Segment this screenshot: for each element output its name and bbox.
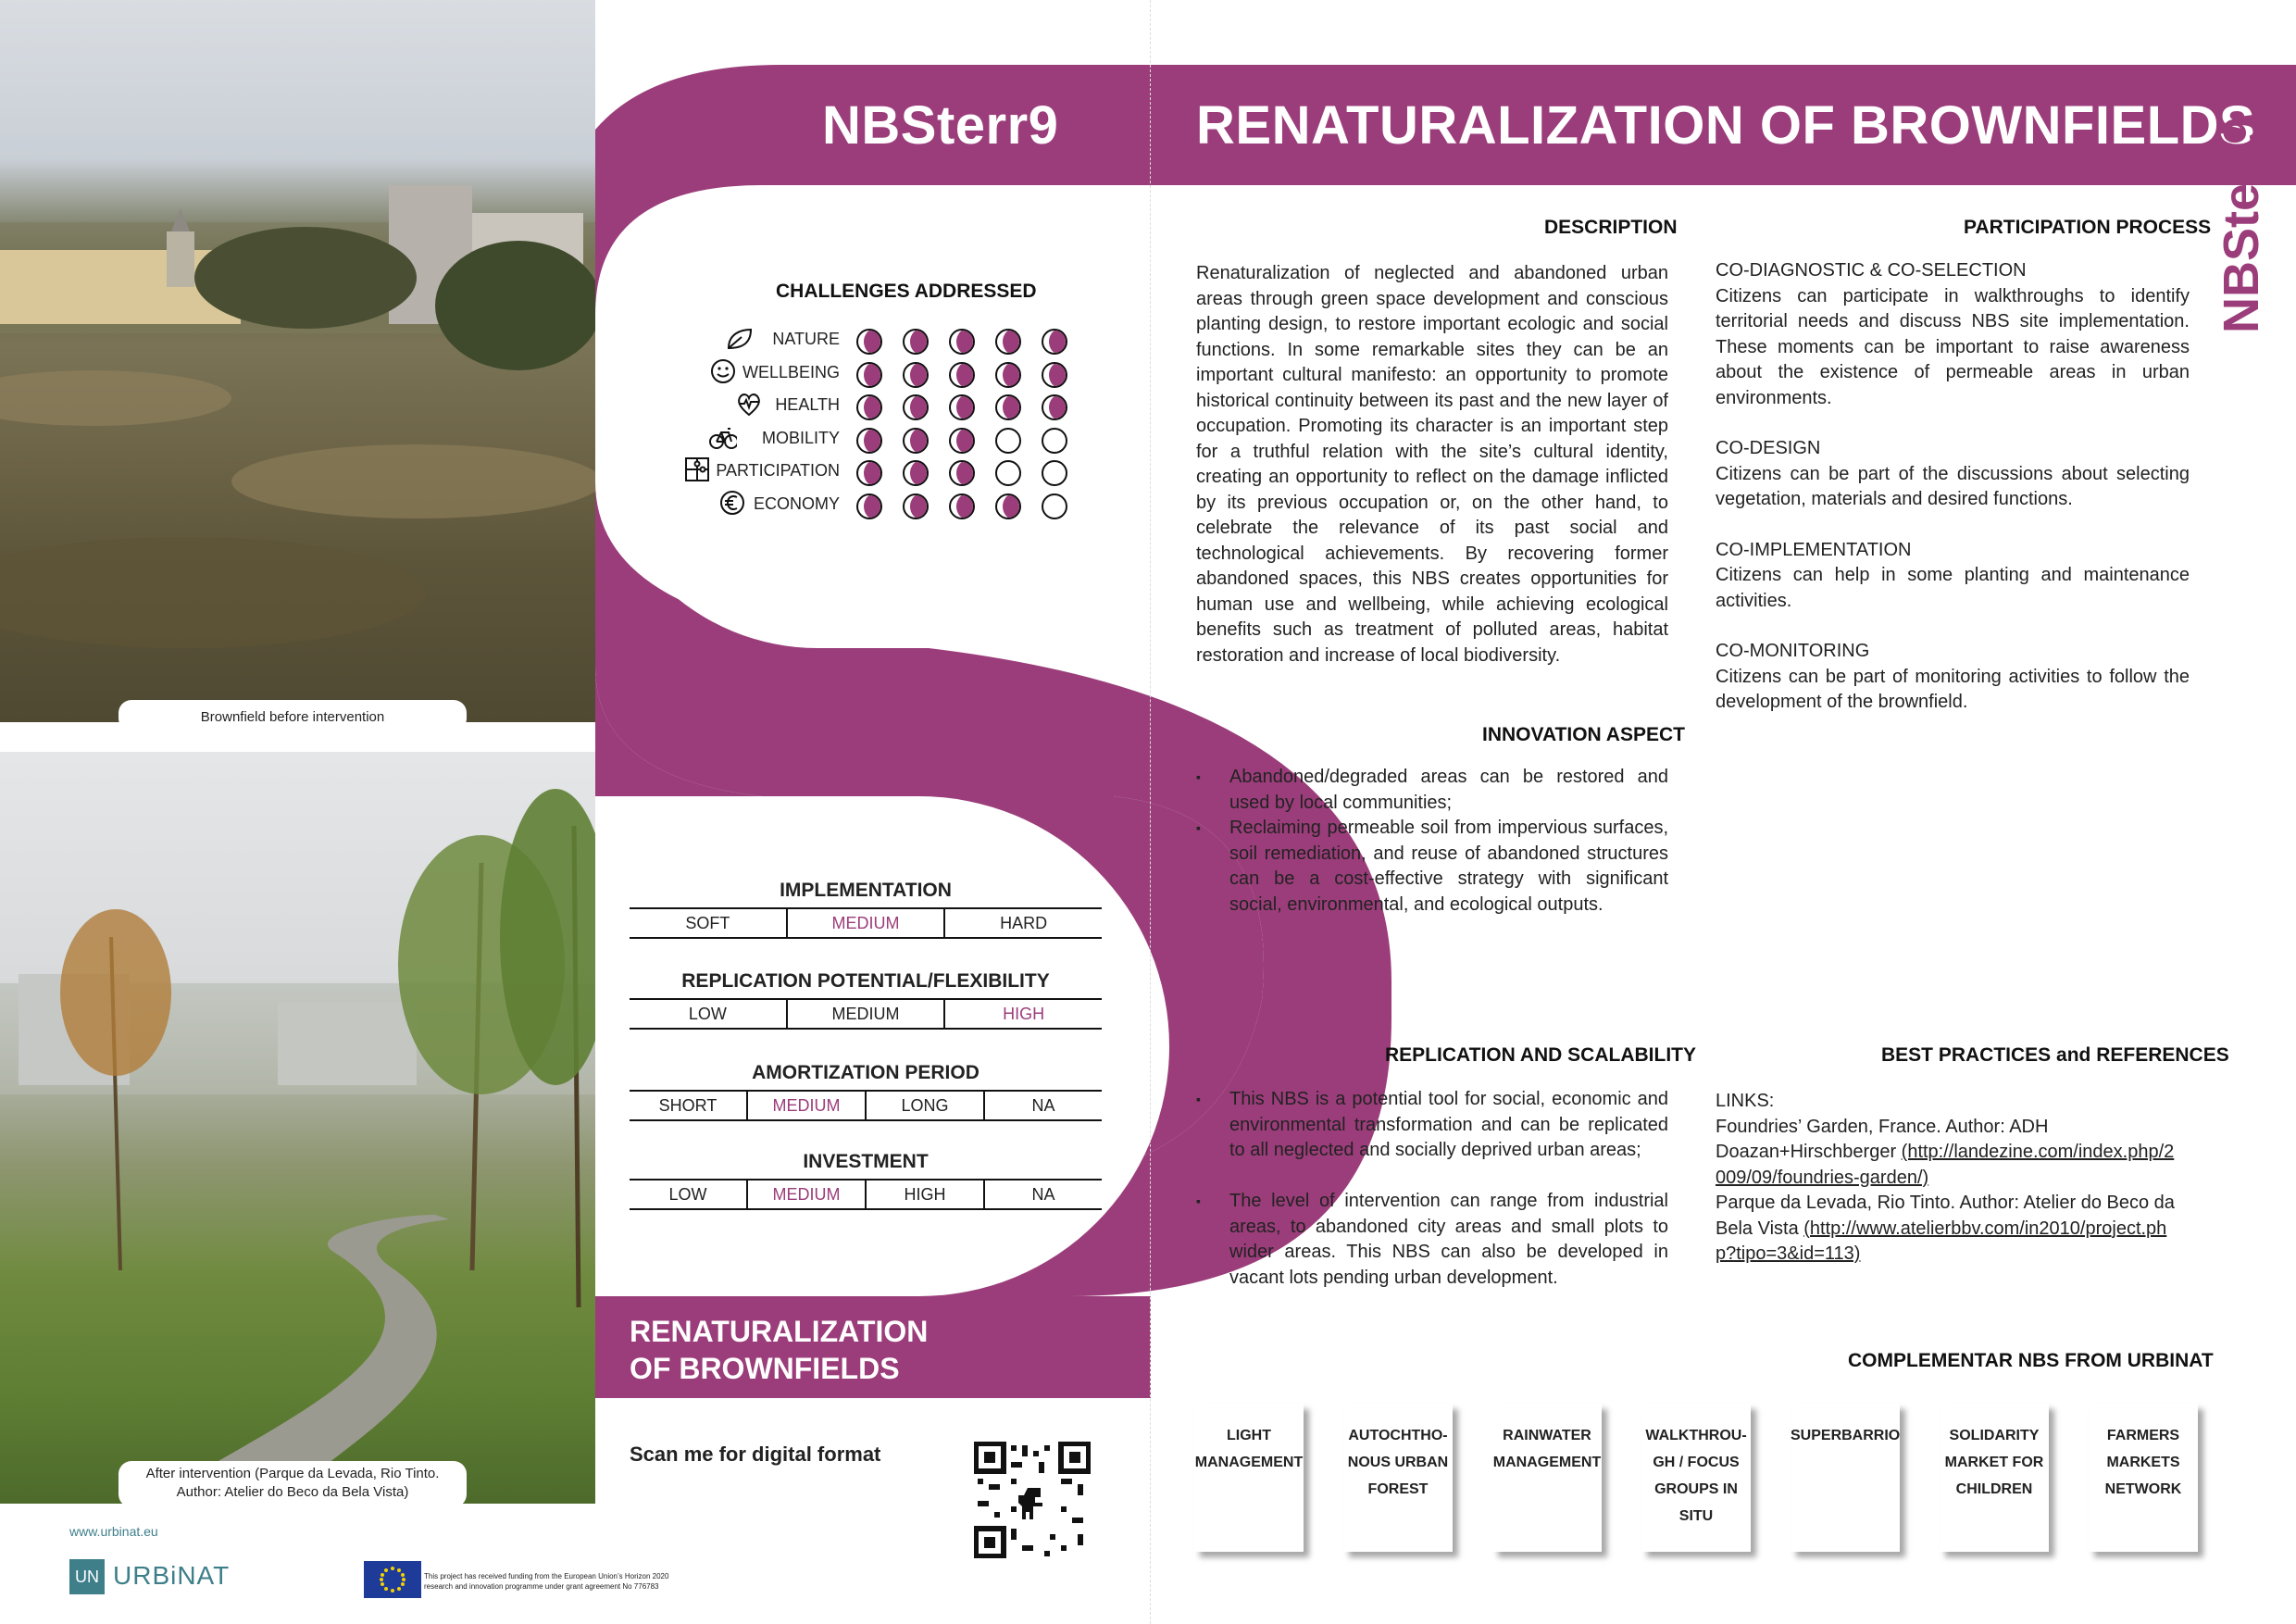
complementary-card[interactable]: FARMERS MARKETS NETWORK <box>2089 1404 2198 1552</box>
scale-option: MEDIUM <box>788 909 946 937</box>
photo-top-caption: Brownfield before intervention <box>119 700 467 731</box>
challenge-label: WELLBEING <box>742 362 840 381</box>
complementary-card[interactable]: LIGHT MANAGEMENT <box>1194 1404 1304 1552</box>
challenge-row-participation <box>716 456 1092 487</box>
challenge-score-dot <box>995 362 1021 388</box>
photo-bottom-caption-line1: After intervention (Parque da Levada, Rio Tinto. <box>145 1466 440 1481</box>
photo-bottom-caption-line2: Author: Atelier do Beco da Bela Vista) <box>176 1484 409 1500</box>
innovation-heading: INNOVATION ASPECT <box>1482 724 1685 745</box>
scale-option: NA <box>1031 1096 1055 1115</box>
participation-heading: PARTICIPATION PROCESS <box>1964 217 2212 238</box>
scale-option: LOW <box>630 1181 748 1208</box>
main-title: RENATURALIZATION OF BROWNFIELDS <box>1196 95 2256 156</box>
scale-title: AMORTIZATION PERIOD <box>752 1062 980 1083</box>
eu-funding-line2: research and innovation programme under grant agreement No 776783 <box>424 1582 659 1591</box>
challenge-score-dot <box>903 493 929 519</box>
bottom-title <box>630 1313 928 1387</box>
participation-list <box>1716 258 2190 716</box>
challenge-score-dot <box>856 493 882 519</box>
leaf-icon <box>725 324 753 352</box>
scale-option: HIGH <box>1003 1005 1045 1023</box>
complementary-card[interactable]: WALKTHROU-GH / FOCUS GROUPS IN SITU <box>1641 1404 1751 1552</box>
scale-option: MEDIUM <box>748 1092 867 1119</box>
challenge-score-dot <box>856 362 882 388</box>
euro-icon <box>718 489 746 517</box>
challenge-score-dot <box>903 329 929 355</box>
complementary-card[interactable]: SUPERBARRIO <box>1791 1404 1900 1552</box>
reference-2-link[interactable]: (http://www.atelierbbv.com/in2010/project.php?tipo=3&id=113) <box>1716 1218 2167 1264</box>
challenge-label: ECONOMY <box>753 493 840 513</box>
challenge-score-dot <box>995 428 1021 454</box>
participation-item-title: CO-MONITORING <box>1716 641 1870 661</box>
scale-amortization-period <box>630 1090 1102 1121</box>
innovation-bullet-2: ▪ Reclaiming permeable soil from impervious surfaces, soil remediation, and reuse of abandoned structures can be a cost-effective strategy with significant social, environmental, and ecological outputs. <box>1229 816 1668 918</box>
challenge-label: PARTICIPATION <box>716 461 840 480</box>
photo-brownfield-before <box>0 0 595 722</box>
challenge-score-dot <box>1042 460 1067 486</box>
challenge-row-nature <box>722 324 1092 356</box>
heart-pulse-icon <box>735 390 763 418</box>
scale-implementation <box>630 907 1102 939</box>
challenge-score-dot <box>949 329 975 355</box>
challenge-row-mobility <box>722 423 1092 455</box>
challenges-heading: CHALLENGES ADDRESSED <box>776 281 1037 302</box>
complementary-card[interactable]: SOLIDARITY MARKET FOR CHILDREN <box>1940 1404 2049 1552</box>
scale-option: NA <box>1031 1185 1055 1204</box>
participation-item-text: Citizens can help in some planting and maintenance activities. <box>1716 565 2190 611</box>
puzzle-icon <box>683 456 711 483</box>
urbinat-logo-text: URBiNAT <box>113 1561 231 1590</box>
participation-item-title: CO-DESIGN <box>1716 438 1821 458</box>
replication-heading: REPLICATION AND SCALABILITY <box>1385 1044 1696 1066</box>
participation-item-text: Citizens can be part of monitoring activities to follow the development of the brownfield. <box>1716 666 2190 712</box>
challenge-score-dot <box>995 493 1021 519</box>
best-practices-body <box>1716 1089 2178 1268</box>
eu-flag-icon <box>364 1561 421 1598</box>
challenge-score-dot <box>903 362 929 388</box>
participation-item-text: Citizens can participate in walkthroughs to identify territorial needs and discuss NBS site implementation. These moments can be important to raise awareness about the existence of permeable areas in urban environments. <box>1716 285 2190 408</box>
scale-option: MEDIUM <box>788 1000 946 1028</box>
photo-bottom-caption <box>119 1461 467 1507</box>
scale-title: REPLICATION POTENTIAL/FLEXIBILITY <box>681 970 1050 992</box>
challenge-score-dot <box>949 493 975 519</box>
before-photo-illustration <box>0 0 595 722</box>
challenge-score-dot <box>1042 394 1067 420</box>
challenge-score-dot <box>949 428 975 454</box>
innovation-bullet-1: ▪ Abandoned/degraded areas can be restored and used by local communities; <box>1229 765 1668 816</box>
urbinat-logo-mark: UN <box>69 1559 105 1594</box>
challenge-label: MOBILITY <box>761 428 840 447</box>
challenge-score-dot <box>903 428 929 454</box>
smiley-icon <box>709 357 737 385</box>
s-band-inner-bottom <box>595 796 1169 1296</box>
scale-investment <box>630 1179 1102 1210</box>
qr-code-icon[interactable] <box>974 1442 1091 1558</box>
scale-option: MEDIUM <box>748 1181 867 1208</box>
challenge-score-dot <box>903 394 929 420</box>
challenge-score-dot <box>1042 362 1067 388</box>
website-url[interactable]: www.urbinat.eu <box>69 1524 158 1539</box>
challenge-score-dot <box>856 329 882 355</box>
links-label: LINKS: <box>1716 1091 1775 1111</box>
code-title: NBSterr9 <box>822 95 1059 156</box>
after-photo-illustration <box>0 752 595 1504</box>
best-practices-heading: BEST PRACTICES and REFERENCES <box>1881 1044 2229 1066</box>
challenge-row-health <box>722 390 1092 421</box>
challenge-score-dot <box>1042 493 1067 519</box>
challenge-score-dot <box>949 362 975 388</box>
side-code: NBSterr9 <box>2214 116 2269 333</box>
challenge-score-dot <box>949 460 975 486</box>
challenge-label: NATURE <box>772 330 840 348</box>
challenge-score-dot <box>856 428 882 454</box>
challenge-score-dot <box>995 394 1021 420</box>
qr-label: Scan me for digital format <box>630 1443 881 1466</box>
scale-option: LOW <box>630 1000 788 1028</box>
complementary-heading: COMPLEMENTAR NBS FROM URBINAT <box>1848 1350 2214 1371</box>
challenge-label: HEALTH <box>775 395 840 414</box>
description-text: Renaturalization of neglected and abandoned urban areas through green space development and conscious planting design, to restore important ecologic and social functions. In some remarkable sites they can be an important cultural manifesto: an opportunity to promote historical continuity between its past and the new layer of occupation. Promoting its character is an important step for a truthful relation with the site’s cultural identity, creating an opportunity to reflect on the damage inflicted by its previous occupation or, on the other hand, to celebrate the relevance of its past social and technological achievements. By recovering former abandoned spaces, this NBS creates opportunities for human use and wellbeing, while achieving ecological benefits such as treatment of polluted areas, habitat restoration and increase of local biodiversity. <box>1196 263 1668 666</box>
description-heading: DESCRIPTION <box>1544 217 1678 238</box>
eu-funding-line1: This project has received funding from the European Union’s Horizon 2020 <box>424 1572 669 1580</box>
fold-line <box>1150 0 1151 1624</box>
bottom-title-line2: OF BROWNFIELDS <box>630 1352 900 1385</box>
participation-item-title: CO-DIAGNOSTIC & CO-SELECTION <box>1716 260 2027 281</box>
scale-replication-potential-flexibility <box>630 998 1102 1030</box>
reference-1-text: Foundries’ Garden, France. Author: ADH Doazan+Hirschberger <box>1716 1116 2049 1162</box>
participation-item-text: Citizens can be part of the discussions about selecting vegetation, materials and desired functions. <box>1716 463 2190 509</box>
scale-title: IMPLEMENTATION <box>780 880 952 901</box>
challenge-score-dot <box>856 460 882 486</box>
scale-title: INVESTMENT <box>803 1151 929 1172</box>
complementary-card[interactable]: AUTOCHTHO-NOUS URBAN FOREST <box>1343 1404 1453 1552</box>
challenge-score-dot <box>1042 428 1067 454</box>
challenge-row-wellbeing <box>722 357 1092 389</box>
bottom-title-line1: RENATURALIZATION <box>630 1315 929 1348</box>
complementary-card[interactable]: RAINWATER MANAGEMENT <box>1492 1404 1602 1552</box>
scale-option: HIGH <box>867 1181 985 1208</box>
scale-option: SHORT <box>630 1092 748 1119</box>
scale-option: HARD <box>1000 914 1048 932</box>
challenge-score-dot <box>1042 329 1067 355</box>
eu-funding-text <box>424 1571 668 1592</box>
reference-1-link[interactable]: (http://landezine.com/index.php/2009/09/foundries-garden/) <box>1716 1142 2175 1188</box>
challenge-score-dot <box>995 329 1021 355</box>
replication-bullet-2: ▪ The level of intervention can range from industrial areas, to abandoned city areas and small plots to wider areas. This NBS can also be developed in vacant lots pending urban development. <box>1229 1189 1668 1291</box>
challenge-score-dot <box>903 460 929 486</box>
challenge-row-economy <box>722 489 1092 520</box>
participation-item-title: CO-IMPLEMENTATION <box>1716 539 1912 560</box>
reference-2-text: Parque da Levada, Rio Tinto. Author: Atelier do Beco da Bela Vista <box>1716 1193 2175 1239</box>
replication-bullet-1: ▪ This NBS is a potential tool for social, economic and environmental transformation and can be replicated to all neglected and socially deprived urban areas; <box>1229 1087 1668 1164</box>
photo-after-intervention <box>0 752 595 1504</box>
scale-option: SOFT <box>630 909 788 937</box>
bicycle-icon <box>709 423 737 451</box>
challenge-score-dot <box>949 394 975 420</box>
challenge-score-dot <box>856 394 882 420</box>
scale-option: LONG <box>867 1092 985 1119</box>
challenge-score-dot <box>995 460 1021 486</box>
